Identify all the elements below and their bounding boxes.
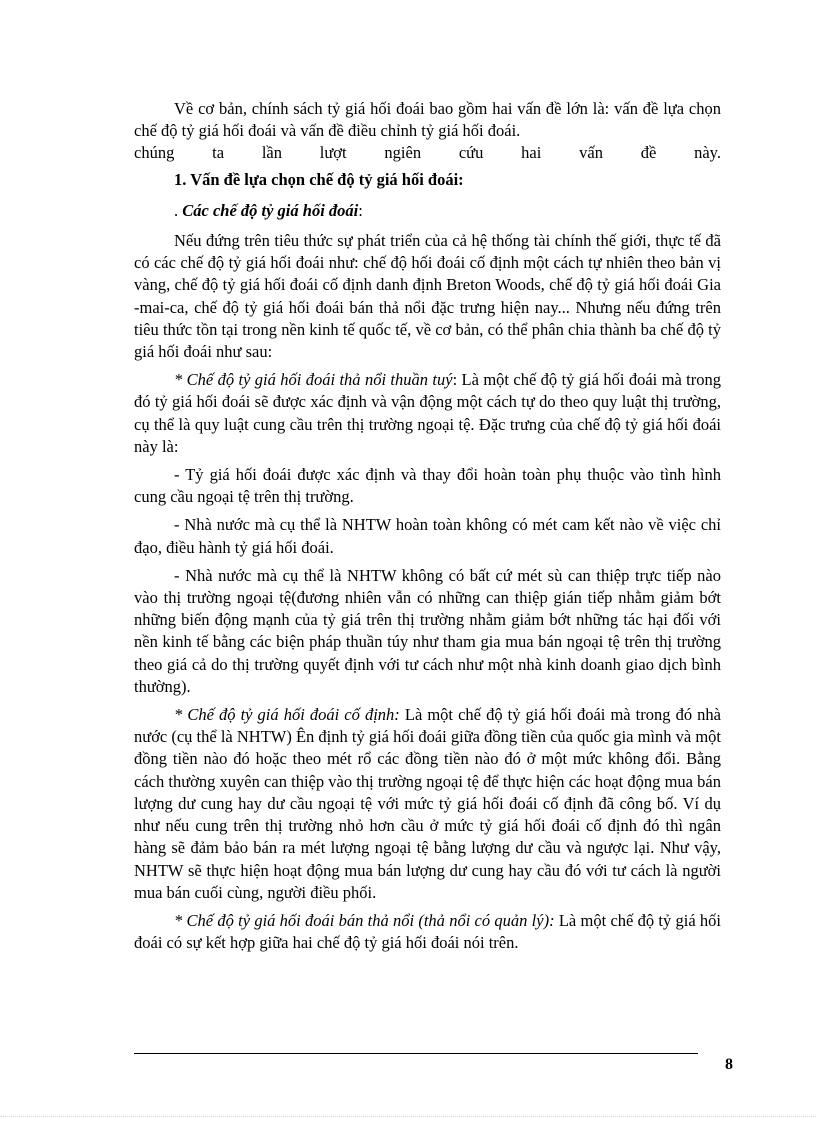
bullet-item-no-commitment: - Nhà nước mà cụ thể là NHTW hoàn toàn không có mét cam kết nào về việc chỉ đạo, điều hành tỷ giá hối đoái. [134,515,721,557]
footer-divider [134,1053,698,1054]
subsection-heading [134,200,721,222]
paragraph-floating-regime [134,369,721,458]
intro-text: Về cơ bản, chính sách tỷ giá hối đoái bao gồm hai vấn đề lớn là: vấn đề lựa chọn chế độ tỷ giá hối đoái và vấn đề điều chỉnh tỷ giá hối đoái. [134,99,721,141]
fixed-regime-definition: Là một chế độ tỷ giá hối đoái mà trong đó nhà nước (cụ thể là NHTW) Ên định tỷ giá hối đoái giữa đồng tiền của quốc gia mình và một đồng tiền nào đó hoặc theo mét rổ các đồng tiền nào đó ở một mức không đổi. Bằng cách thường xuyên can thiệp vào thị trường ngoại tệ để thực hiện các hoạt động mua bán lượng dư cung hay dư cầu ngoại tệ với mức tỷ giá hối đoái cố định đã công bố. Ví dụ như nếu cung trên thị trường nhỏ hơn cầu ở mức tỷ giá hối đoái cố định đó thì ngân hàng sẽ đảm bảo bán ra mét lượng ngoại tệ bằng lượng dư cầu và ngược lại. Như vậy, NHTW sẽ thực hiện hoạt động mua bán lượng dư cung hay cầu đó với tư cách là người mua bán cuối cùng, người điều phối. [134,705,722,902]
bullet-item-market-determined: - Tỷ giá hối đoái được xác định và thay đổi hoàn toàn phụ thuộc vào tình hình cung cầu ngoại tệ trên thị trường. [134,465,721,507]
managed-float-regime-term: * Chế độ tỷ giá hối đoái bán thả nổi (thả nổi có quản lý): [174,910,555,930]
subsection-title: Các chế độ tỷ giá hối đoái [182,200,359,220]
intro-text-continued: chúng ta lần lượt ngiên cứu hai vấn đề này. [134,143,721,163]
fixed-regime-term: * Chế độ tỷ giá hối đoái cố định: [174,705,400,725]
paragraph-managed-float-regime [134,910,721,954]
paragraph-fixed-regime [134,704,721,904]
paragraph-regimes-overview: Nếu đứng trên tiêu thức sự phát triển của cả hệ thống tài chính thế giới, thực tế đã có các chế độ tỷ giá hối đoái như: chế độ hối đoái cố định một cách tự nhiên theo bản vị vàng, chế độ tỷ giá hối đoái cố định danh định Breton Woods, chế độ tỷ giá hối đoái Gia -mai-ca, chế độ tỷ giá hối đoái bán thả nổi đặc trưng hiện nay... Nhưng nếu đứng trên tiêu thức tồn tại trong nền kinh tế quốc tế, về cơ bản, có thể phân chia thành ba chế độ tỷ giá hối đoái như sau: [134,231,721,362]
bullet-item-no-intervention: - Nhà nước mà cụ thể là NHTW không có bất cứ mét sù can thiệp trực tiếp nào vào thị trường ngoại tệ(đương nhiên vẫn có những can thiệp gián tiếp nhằm giảm bớt những biến động mạnh của tỷ giá trên thị trường nhằm giảm bớt những tác hại đối với nền kinh tế bằng các biện pháp thuần túy như tham gia mua bán ngoại tệ trên thị trường theo giá cả do thị trường quyết định với tư cách như một nhà kinh doanh giao dịch bình thường). [134,565,721,696]
subsection-prefix: . [174,200,183,220]
managed-float-regime-definition: Là một chế độ tỷ giá hối đoái có sự kết hợp giữa hai chế độ tỷ giá hối đoái nói trên. [134,910,721,953]
page-body [134,98,721,960]
subsection-suffix: : [358,200,363,220]
page-number: 8 [725,1056,733,1073]
page-bottom-border [0,1116,816,1117]
floating-regime-definition: : Là một chế độ tỷ giá hối đoái mà trong đó tỷ giá hối đoái sẽ được xác định và vận động một cách tự do theo quy luật thị trường, cụ thể là quy luật cung cầu trên thị trường ngoại tệ. Đặc trưng của chế độ tỷ giá hối đoái này là: [134,370,721,456]
section-heading: 1. Vấn đề lựa chọn chế độ tỷ giá hối đoái: [174,169,464,189]
floating-regime-term: * Chế độ tỷ giá hối đoái thả nổi thuần tuý [174,370,453,390]
intro-paragraph [134,98,721,165]
